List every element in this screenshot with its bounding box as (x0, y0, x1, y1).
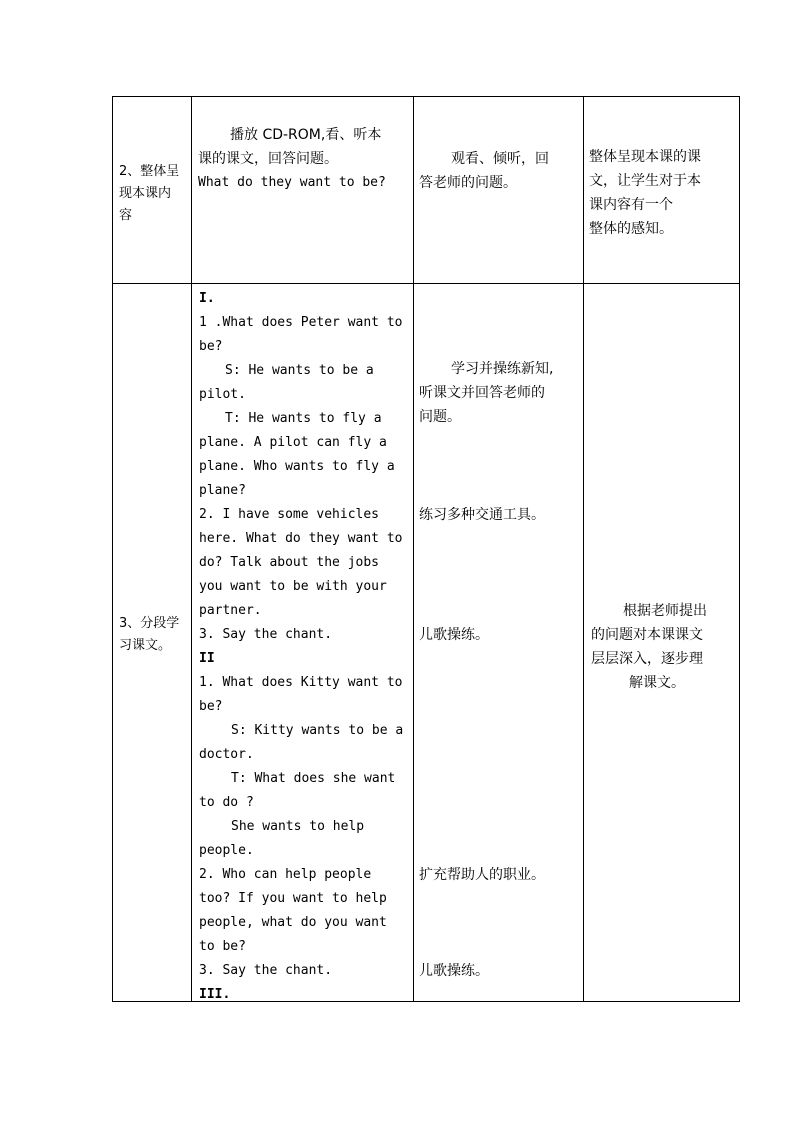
row2-teacher-line: to do ? (199, 795, 254, 810)
row2-teacher-line: you want to be with your (199, 579, 387, 594)
row2-student-line: 练习多种交通工具。 (419, 507, 545, 523)
row1-step-cell (119, 161, 189, 227)
row2-teacher-line: S: He wants to be a (225, 363, 374, 378)
row1-purpose-line: 整体呈现本课的课 (589, 149, 701, 165)
row2-purpose-line: 解课文。 (629, 675, 685, 691)
row1-purpose-line: 课内容有一个 (589, 197, 673, 213)
row2-purpose-line: 层层深入，逐步理 (591, 651, 703, 667)
row2-student-jobs (419, 863, 581, 887)
row2-teacher-line: 2. Who can help people (199, 867, 372, 882)
row2-teacher-line: doctor. (199, 747, 254, 762)
row2-teacher-line: to be? (199, 939, 246, 954)
column-divider (413, 97, 414, 1001)
row2-teacher-line: be? (199, 699, 223, 714)
row2-purpose-cell (591, 599, 737, 695)
row2-teacher-line: 1 .What does Peter want to (199, 315, 403, 330)
row1-student-line: 观看、倾听，回 (451, 151, 549, 167)
row2-student-chant2 (419, 959, 581, 983)
row2-student-line: 问题。 (419, 409, 461, 425)
column-divider (583, 97, 584, 1001)
row2-teacher-line: T: What does she want (231, 771, 396, 786)
row2-teacher-line: 3. Say the chant. (199, 627, 333, 642)
lesson-plan-table (112, 96, 740, 1002)
row1-step-line: 2、整体呈 (119, 164, 180, 179)
section-heading: III. (199, 987, 231, 1002)
section-heading: II (199, 651, 215, 666)
row-divider (113, 283, 739, 284)
row2-teacher-line: plane. Who wants to fly a (199, 459, 395, 474)
row1-student-cell (419, 147, 579, 195)
column-divider (191, 97, 192, 1001)
row1-step-line: 容 (119, 208, 133, 223)
row2-student-chant1 (419, 623, 581, 647)
row2-teacher-line: be? (199, 339, 223, 354)
row2-step-cell (119, 613, 189, 657)
row2-teacher-line: people. (199, 843, 254, 858)
row2-student-line: 儿歌操练。 (419, 963, 489, 979)
row2-teacher-cell (199, 287, 407, 1007)
row1-purpose-line: 文，让学生对于本 (589, 173, 701, 189)
row2-teacher-line: do? Talk about the jobs (199, 555, 380, 570)
row2-teacher-line: 3. Say the chant. (199, 963, 333, 978)
row2-step-line: 3、分段学 (119, 616, 180, 631)
row1-teacher-line: What do they want to be? (198, 175, 386, 190)
row2-student-line: 儿歌操练。 (419, 627, 489, 643)
row2-student-vehicles (419, 503, 581, 527)
row2-teacher-line: too? If you want to help (199, 891, 387, 906)
row1-teacher-line: 课的课文，回答问题。 (198, 151, 338, 167)
row2-teacher-line: plane. A pilot can fly a (199, 435, 387, 450)
row1-student-line: 答老师的问题。 (419, 175, 517, 191)
row2-teacher-line: 1. What does Kitty want to (199, 675, 403, 690)
row2-teacher-line: She wants to help (231, 819, 365, 834)
row1-step-line: 现本课内 (119, 186, 172, 201)
row2-teacher-line: 2. I have some vehicles (199, 507, 380, 522)
row1-teacher-cell (198, 123, 408, 195)
row2-teacher-line: S: Kitty wants to be a (231, 723, 404, 738)
row2-student-line: 扩充帮助人的职业。 (419, 867, 545, 883)
row2-purpose-line: 的问题对本课课文 (591, 627, 703, 643)
row1-teacher-line: 播放 CD-ROM,看、听本 (230, 127, 382, 143)
row1-purpose-line: 整体的感知。 (589, 221, 673, 237)
row2-teacher-line: here. What do they want to (199, 531, 403, 546)
row2-teacher-line: people, what do you want (199, 915, 387, 930)
row2-teacher-line: T: He wants to fly a (225, 411, 382, 426)
row2-teacher-line: plane? (199, 483, 246, 498)
row2-student-line: 听课文并回答老师的 (419, 385, 545, 401)
row2-student-line: 学习并操练新知, (451, 361, 554, 377)
row2-teacher-line: partner. (199, 603, 262, 618)
row1-purpose-cell (589, 145, 737, 241)
section-heading: I. (199, 291, 215, 306)
row2-teacher-line: pilot. (199, 387, 246, 402)
row2-step-line: 习课文。 (119, 638, 172, 653)
row2-purpose-line: 根据老师提出 (623, 603, 707, 619)
row2-student-learn (419, 357, 581, 429)
